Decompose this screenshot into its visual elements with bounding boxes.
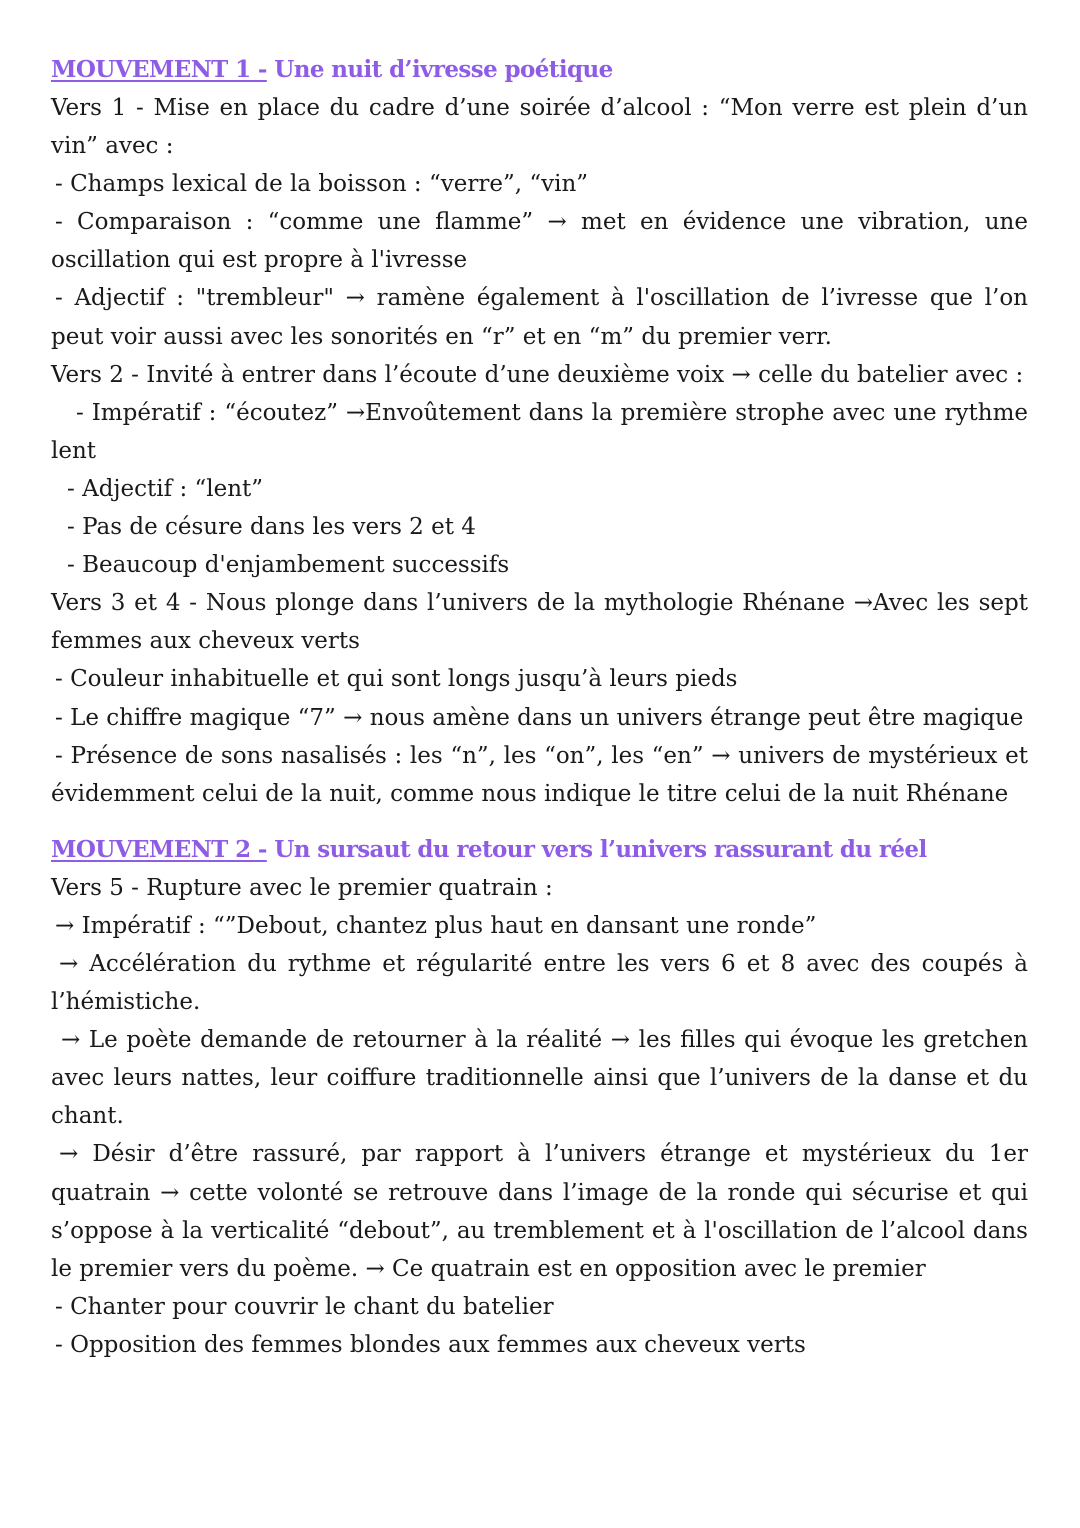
bullet-item: - Adjectif : “lent” [67,475,264,502]
arrow-item: → Accélération du rythme et régularité entre les vers 6 et 8 avec des coupés à l’hémistiche. [51,950,1028,1016]
section-gap [51,813,1028,831]
bullet-item: - Chanter pour couvrir le chant du batelier [55,1293,554,1320]
section-heading-mouvement-2 [51,831,1028,869]
bullet-item: - Couleur inhabituelle et qui sont longs jusqu’à leurs pieds [55,666,738,693]
bullet-item: - Présence de sons nasalisés : les “n”, les “on”, les “en” → univers de mystérieux et évidemment celui de la nuit, comme nous indique le titre celui de la nuit Rhénane [51,742,1028,807]
heading-number: MOUVEMENT 2 - [51,835,267,863]
arrow-item: → Désir d’être rassuré, par rapport à l’univers étrange et mystérieux du 1er quatrain → cette volonté se retrouve dans l’image de la ronde qui sécurise et qui s’oppose à la verticalité “debout”, au tremblement et à l'oscillation de l’alcool dans le premier vers du poème. → Ce quatrain est en opposition avec le premier [51,1141,1028,1282]
bullet-item: - Opposition des femmes blondes aux femmes aux cheveux verts [55,1331,806,1358]
document-page [51,51,1028,1364]
bullet-item: - Impératif : “écoutez” →Envoûtement dans la première strophe avec une rythme lent [51,399,1028,464]
bullet-item: - Pas de césure dans les vers 2 et 4 [67,514,476,541]
paragraph: Vers 5 - Rupture avec le premier quatrain : [51,874,553,901]
bullet-item: - Adjectif : "trembleur" → ramène également à l'oscillation de l’ivresse que l’on peut voir aussi avec les sonorités en “r” et en “m” du premier verr. [51,285,1028,350]
heading-title: Une nuit d’ivresse poétique [266,56,613,83]
paragraph: Vers 3 et 4 - Nous plonge dans l’univers de la mythologie Rhénane →Avec les sept femmes aux cheveux verts [51,590,1028,655]
bullet-item: - Comparaison : “comme une flamme” → met en évidence une vibration, une oscillation qui est propre à l'ivresse [51,209,1028,274]
paragraph: Vers 1 - Mise en place du cadre d’une soirée d’alcool : “Mon verre est plein d’un vin” avec : [51,95,1028,160]
bullet-item: - Beaucoup d'enjambement successifs [67,552,510,579]
section-heading-mouvement-1 [51,51,1028,89]
bullet-item: - Champs lexical de la boisson : “verre”, “vin” [55,171,589,198]
bullet-item: - Le chiffre magique “7” → nous amène dans un univers étrange peut être magique [55,704,1024,731]
arrow-item: → Impératif : “”Debout, chantez plus haut en dansant une ronde” [55,912,817,939]
heading-number: MOUVEMENT 1 - [51,56,267,83]
paragraph: Vers 2 - Invité à entrer dans l’écoute d’une deuxième voix → celle du batelier avec : [51,361,1024,388]
arrow-item: → Le poète demande de retourner à la réalité → les filles qui évoque les gretchen avec leurs nattes, leur coiffure traditionnelle ainsi que l’univers de la danse et du chant. [51,1027,1028,1130]
heading-title: Un sursaut du retour vers l’univers rassurant du réel [266,835,927,863]
